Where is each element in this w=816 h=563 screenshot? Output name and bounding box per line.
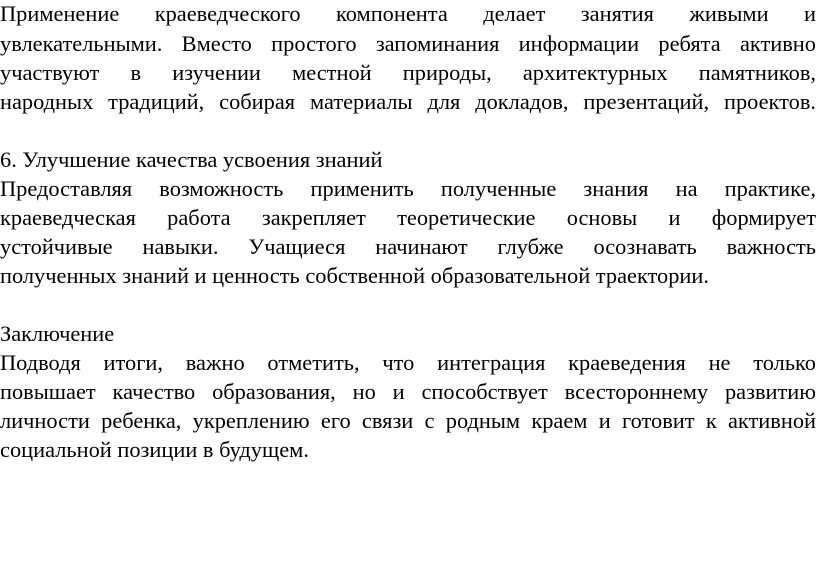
section-heading: Заключение (0, 321, 115, 346)
paragraph-line: социальной позиции в будущем. (0, 437, 309, 462)
paragraph-line: краеведческая работа закрепляет теоретические основы и формирует (0, 205, 816, 230)
paragraph-line: полученных знаний и ценность собственной образовательной траектории. (0, 263, 709, 288)
paragraph-line: личности ребенка, укреплению его связи с родным краем и готовит к активной (0, 408, 816, 433)
paragraph-line: участвуют в изучении местной природы, архитектурных памятников, (0, 60, 816, 85)
paragraph-line: народных традиций, собирая материалы для докладов, презентаций, проектов. (0, 89, 816, 114)
paragraph-line: Применение краеведческого компонента делает занятия живыми и (0, 1, 816, 26)
paragraph-line: Предоставляя возможность применить полученные знания на практике, (0, 176, 816, 201)
section-heading: 6. Улучшение качества усвоения знаний (0, 147, 383, 172)
paragraph-line: Подводя итоги, важно отметить, что интеграция краеведения не только (0, 350, 816, 375)
paragraph-line: повышает качество образования, но и способствует всестороннему развитию (0, 379, 816, 404)
paragraph-line: устойчивые навыки. Учащиеся начинают глубже осознавать важность (0, 234, 816, 259)
paragraph-line: увлекательными. Вместо простого запоминания информации ребята активно (0, 31, 816, 56)
